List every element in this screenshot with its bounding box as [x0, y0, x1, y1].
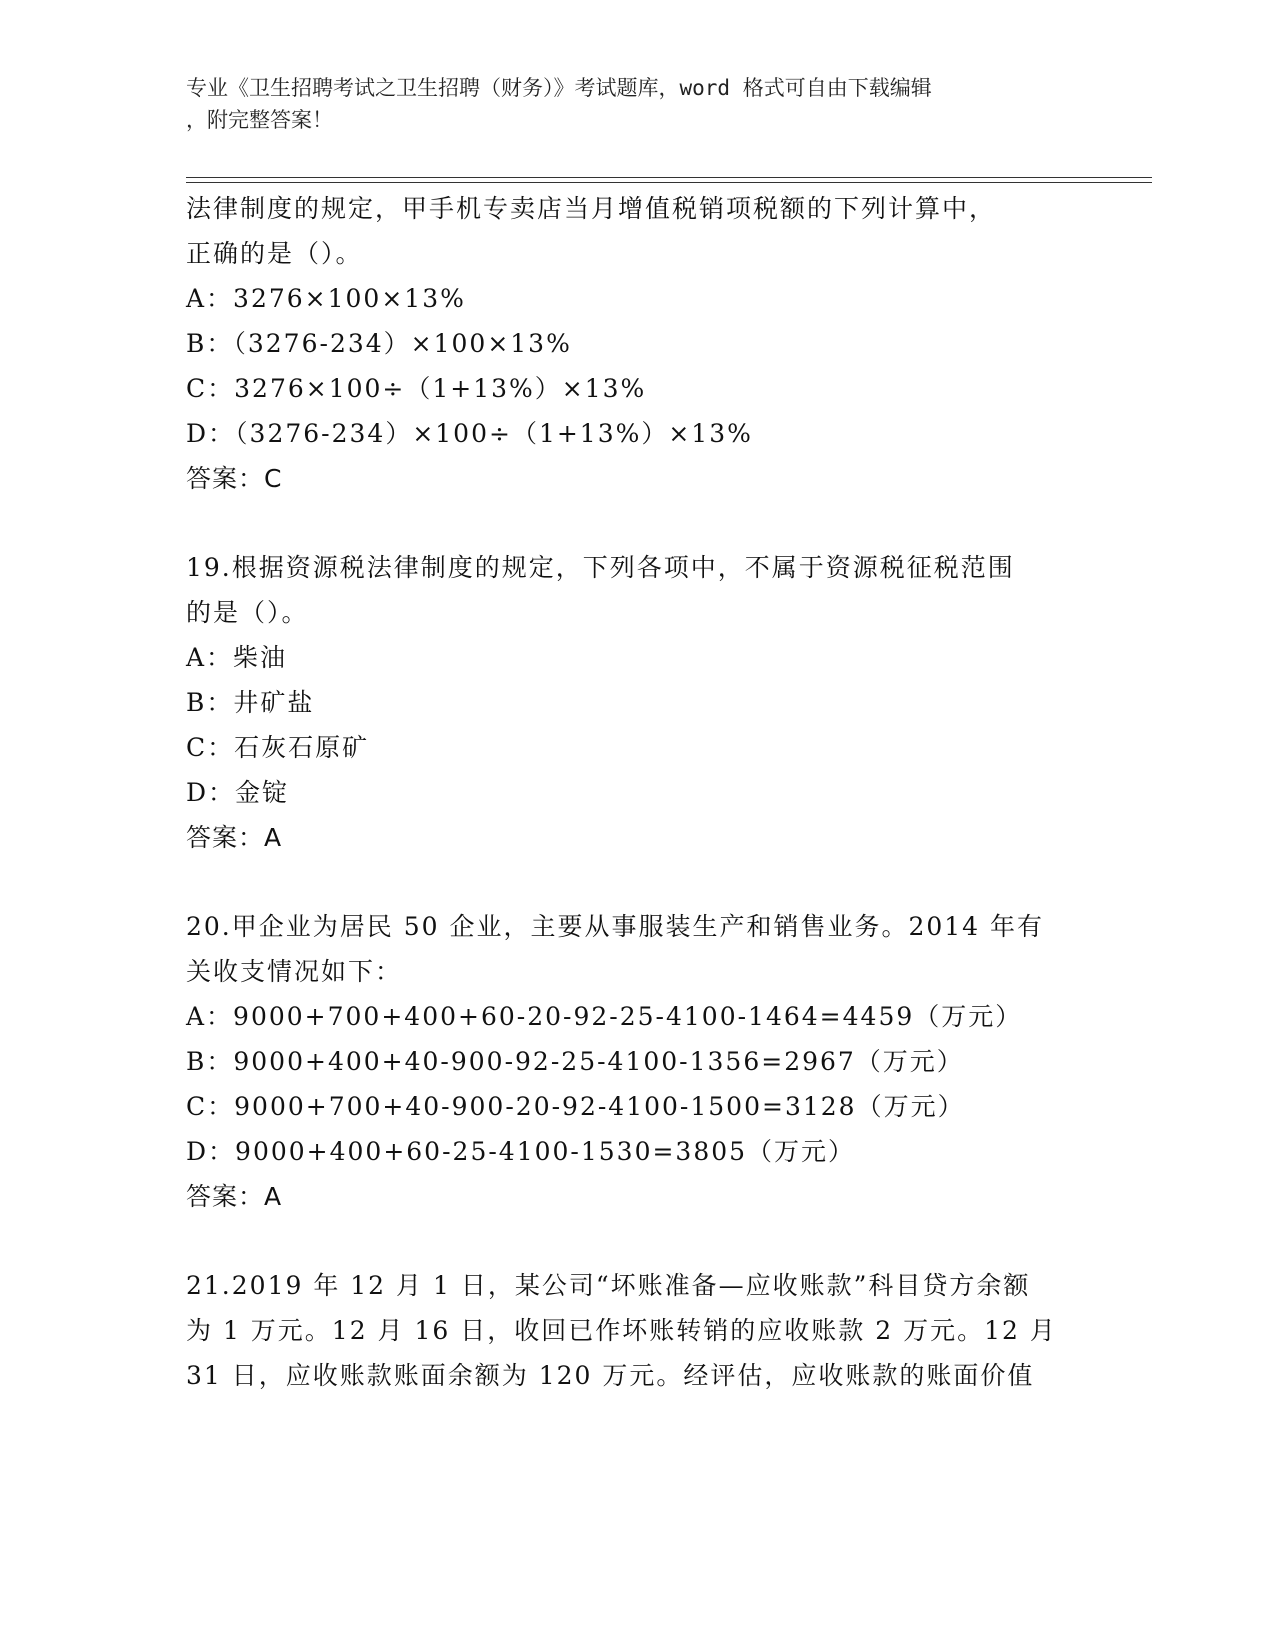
question-21: [186, 1263, 1086, 1398]
question-19: [186, 545, 1086, 860]
answer-label: 答案：A: [186, 1182, 283, 1211]
question-20: [186, 904, 1086, 1219]
option-c: C：9000+700+40-900-20-92-4100-1500=3128（万元）: [186, 1092, 965, 1121]
question-stem: 20.甲企业为居民 50 企业，主要从事服装生产和销售业务。2014 年有: [186, 912, 1045, 941]
option-b: B：（3276-234）×100×13%: [186, 329, 572, 358]
answer-label: 答案：A: [186, 823, 283, 852]
question-stem: 为 1 万元。12 月 16 日，收回已作坏账转销的应收账款 2 万元。12 月: [186, 1316, 1057, 1345]
option-d: D：金锭: [186, 778, 290, 807]
question-stem: 法律制度的规定，甲手机专卖店当月增值税销项税额的下列计算中，: [186, 194, 997, 223]
question-stem: 关收支情况如下：: [186, 957, 403, 986]
question-18: [186, 186, 1086, 501]
option-d: D：（3276-234）×100÷（1+13%）×13%: [186, 419, 753, 448]
question-stem: 的是（）。: [186, 598, 309, 627]
header-line-1: 专业《卫生招聘考试之卫生招聘（财务）》考试题库，word 格式可自由下载编辑: [186, 76, 932, 100]
option-a: A：3276×100×13%: [186, 284, 466, 313]
header-rule-top: [186, 177, 1152, 178]
option-b: B：9000+400+40-900-92-25-4100-1356=2967（万元）: [186, 1047, 964, 1076]
answer-label: 答案：C: [186, 464, 283, 493]
question-list: [186, 186, 1086, 1442]
option-a: A：柴油: [186, 643, 288, 672]
option-c: C：3276×100÷（1+13%）×13%: [186, 374, 647, 403]
header-line-2: ，附完整答案！: [186, 108, 333, 132]
option-a: A：9000+700+400+60-20-92-25-4100-1464=4459（万元）: [186, 1002, 1023, 1031]
option-b: B：井矿盐: [186, 688, 315, 717]
question-stem: 21.2019 年 12 月 1 日，某公司“坏账准备—应收账款”科目贷方余额: [186, 1271, 1031, 1300]
question-stem: 31 日，应收账款账面余额为 120 万元。经评估，应收账款的账面价值: [186, 1361, 1035, 1390]
option-d: D：9000+400+60-25-4100-1530=3805（万元）: [186, 1137, 856, 1166]
header-rule-bottom: [186, 182, 1152, 183]
question-stem: 19.根据资源税法律制度的规定，下列各项中，不属于资源税征税范围: [186, 553, 1015, 582]
document-header: [186, 72, 1066, 136]
question-stem: 正确的是（）。: [186, 239, 363, 268]
option-c: C：石灰石原矿: [186, 733, 370, 762]
